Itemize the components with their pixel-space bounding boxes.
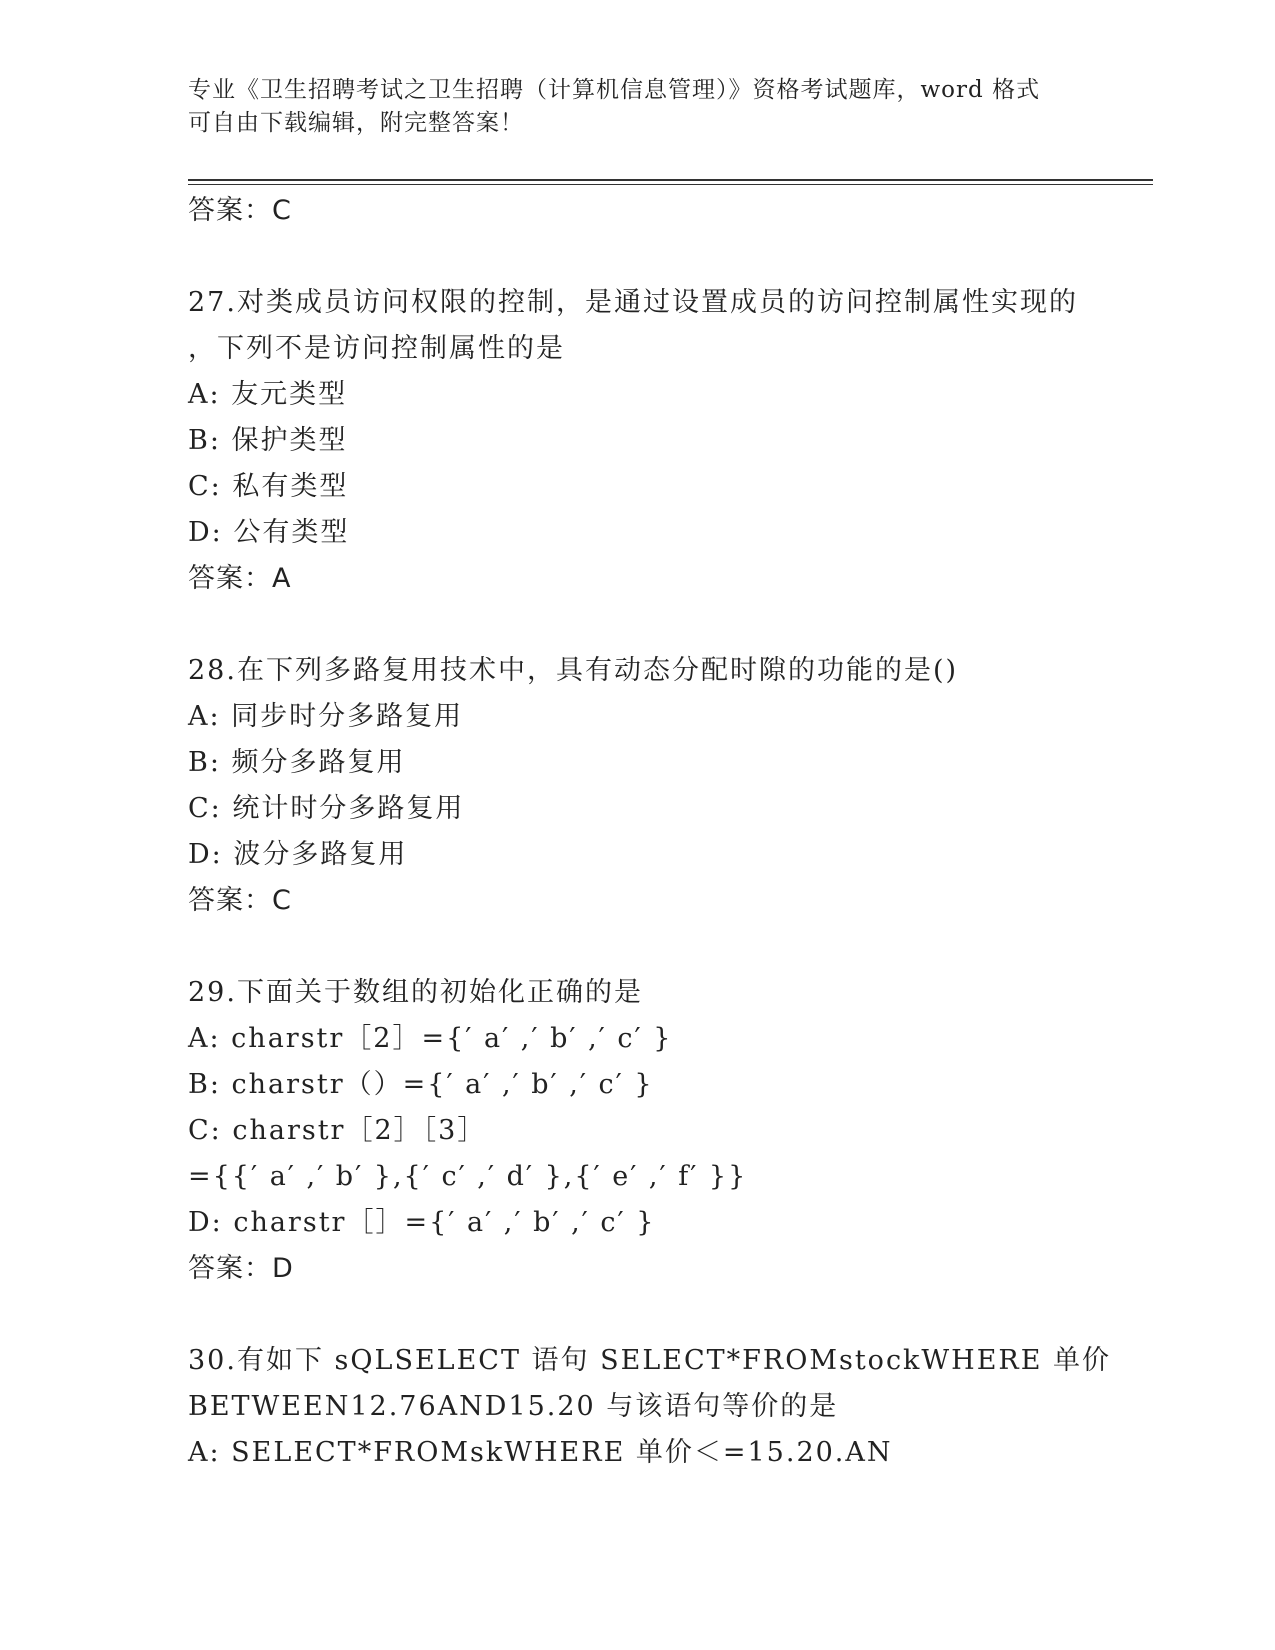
question-stem: 28.在下列多路复用技术中，具有动态分配时隙的功能的是() (188, 655, 959, 686)
previous-answer: 答案：C (188, 195, 292, 226)
header-divider-thin (188, 184, 1153, 185)
option-b: B: 保护类型 (188, 425, 348, 456)
option-b: B: 频分多路复用 (188, 747, 406, 778)
option-a: A: 友元类型 (188, 379, 348, 410)
document-header (188, 74, 1088, 140)
question-stem: 30.有如下 sQLSELECT 语句 SELECT*FROMstockWHERE 单价 (188, 1345, 1112, 1376)
question-27 (188, 280, 1148, 602)
option-a: A: SELECT*FROMskWHERE 单价＜=15.20.AN (188, 1437, 893, 1468)
option-d: D: charstr［］={′ a′ ,′ b′ ,′ c′ } (188, 1207, 656, 1238)
answer: 答案：A (188, 563, 292, 594)
option-c: C: charstr［2］［3］ (188, 1115, 487, 1146)
header-divider-thick (188, 179, 1153, 181)
question-stem: BETWEEN12.76AND15.20 与该语句等价的是 (188, 1391, 839, 1422)
answer: 答案：D (188, 1253, 294, 1284)
option-c: C: 统计时分多路复用 (188, 793, 465, 824)
answer: 答案：C (188, 885, 292, 916)
question-stem: ，下列不是访问控制属性的是 (188, 333, 565, 364)
option-a: A: charstr［2］={′ a′ ,′ b′ ,′ c′ } (188, 1023, 673, 1054)
option-a: A: 同步时分多路复用 (188, 701, 464, 732)
option-c-continued: ={{′ a′ ,′ b′ },{′ c′ ,′ d′ },{′ e′ ,′ f′ }} (188, 1161, 748, 1192)
option-d: D: 波分多路复用 (188, 839, 408, 870)
option-b: B: charstr（）={′ a′ ,′ b′ ,′ c′ } (188, 1069, 654, 1100)
question-29 (188, 970, 1148, 1292)
option-d: D: 公有类型 (188, 517, 350, 548)
option-c: C: 私有类型 (188, 471, 349, 502)
header-line-1: 专业《卫生招聘考试之卫生招聘（计算机信息管理）》资格考试题库，word 格式 (188, 77, 1041, 103)
question-30 (188, 1338, 1148, 1476)
header-line-2: 可自由下载编辑，附完整答案！ (188, 110, 524, 136)
question-28 (188, 648, 1148, 924)
question-stem: 29.下面关于数组的初始化正确的是 (188, 977, 643, 1008)
question-stem: 27.对类成员访问权限的控制，是通过设置成员的访问控制属性实现的 (188, 287, 1078, 318)
question-list (188, 188, 1148, 1476)
